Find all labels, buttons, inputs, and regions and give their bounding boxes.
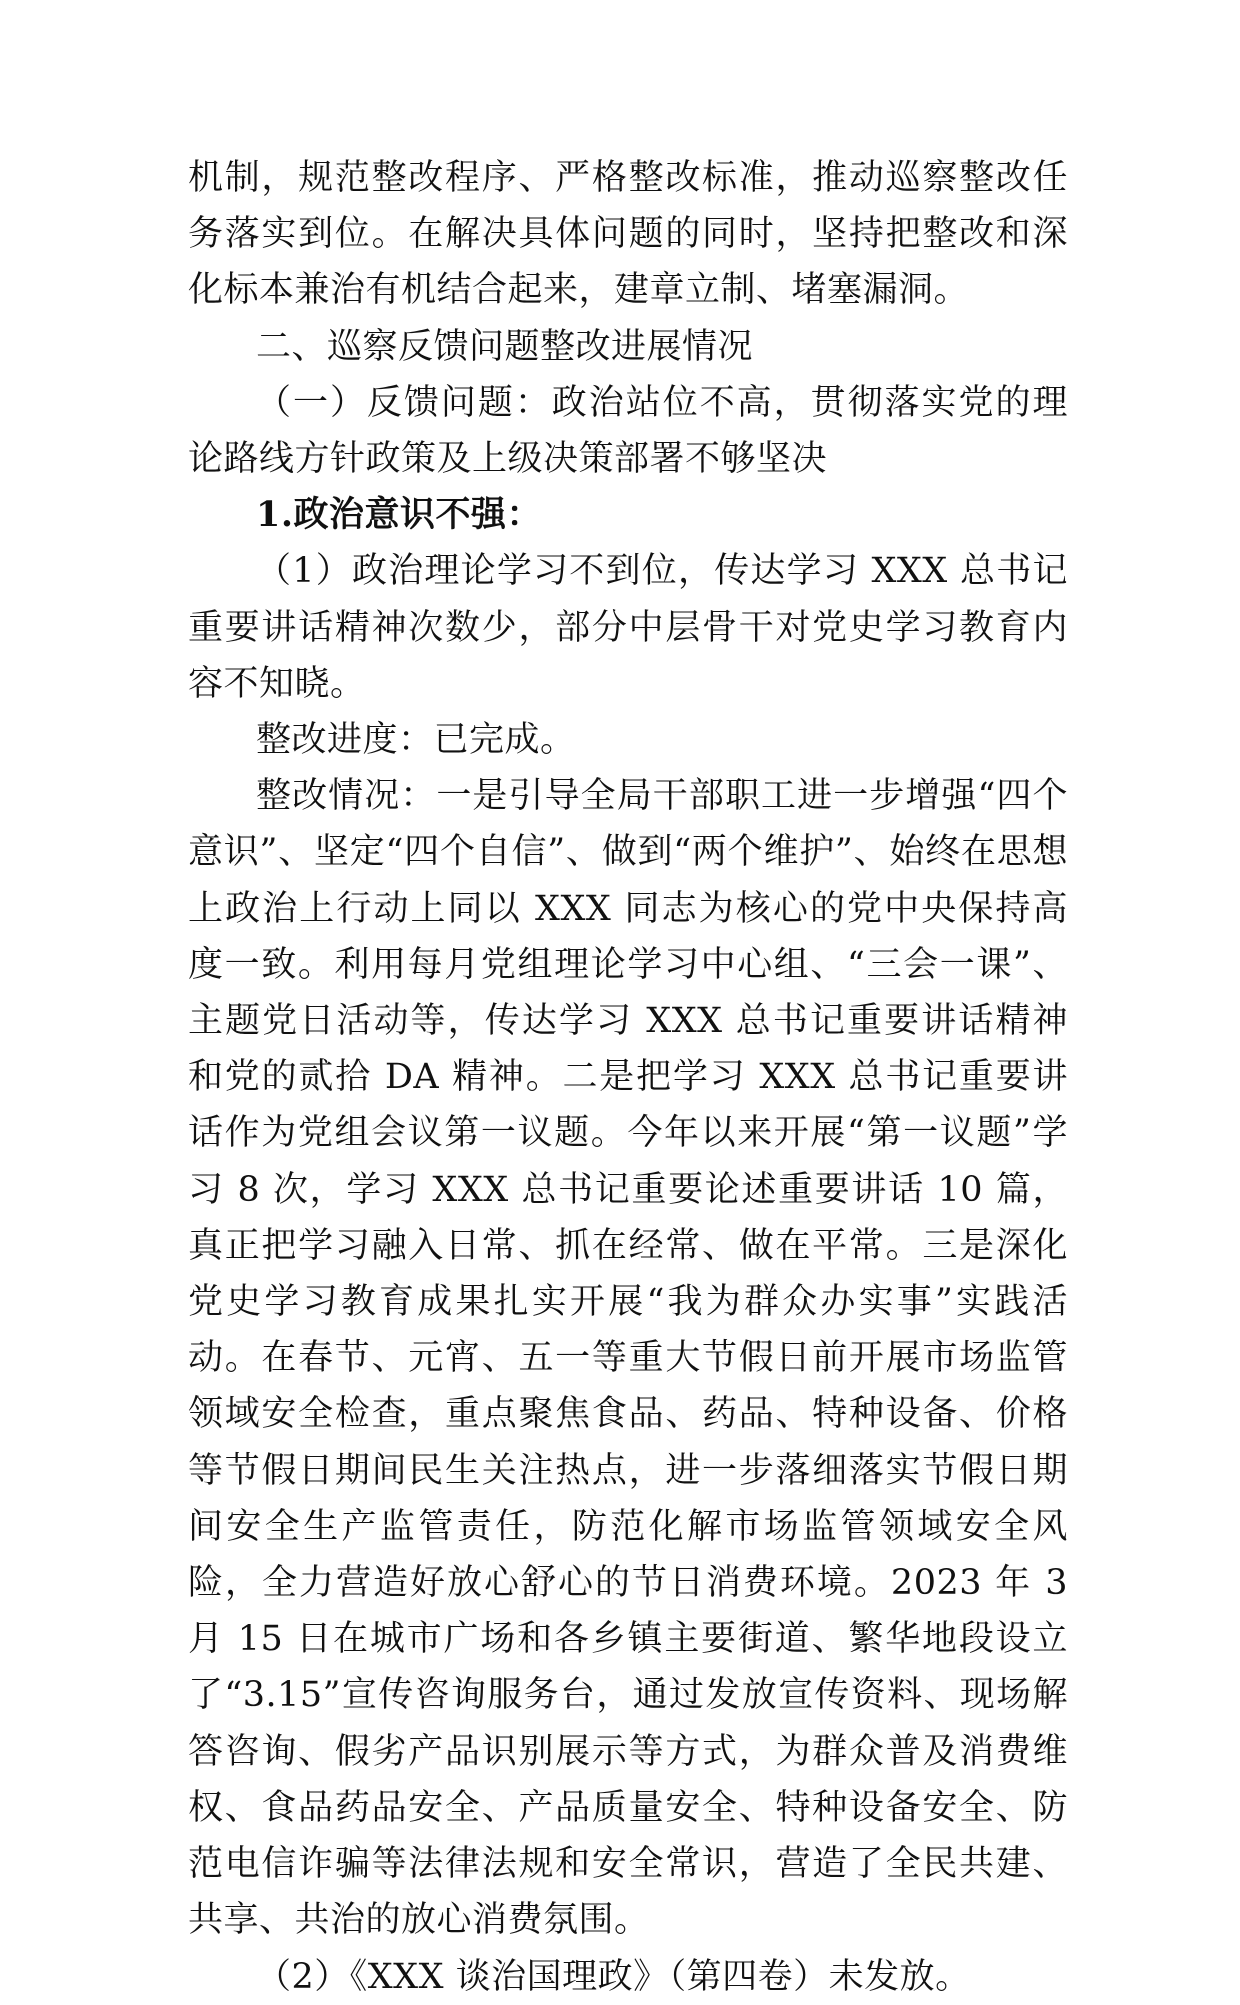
rectification-progress: 整改进度：已完成。 xyxy=(256,720,576,761)
body-paragraph-continued: 机制，规范整改程序、严格整改标准，推动巡察整改任务落实到位。在解决具体问题的同时，坚持把整改和深化标本兼治有机结合起来，建章立制、堵塞漏洞。 xyxy=(188,158,1068,311)
problem-description: （1）政治理论学习不到位，传达学习 XXX 总书记重要讲话精神次数少，部分中层骨干对党史学习教育内容不知晓。 xyxy=(188,551,1068,704)
problem-description-2: （2）《XXX 谈治国理政》（第四卷）未发放。 xyxy=(256,1956,971,1997)
rectification-details: 整改情况：一是引导全局干部职工进一步增强“四个意识”、坚定“四个自信”、做到“两个维护”、始终在思想上政治上行动上同以 XXX 同志为核心的党中央保持高度一致。利用每月党组理论学习中心组、“三会一课”、主题党日活动等，传达学习 XXX 总书记重要讲话精神和党的贰拾 DA 精神。二是把学习 XXX 总书记重要讲话作为党组会议第一议题。今年以来开展“第一议题”学习 8 次，学习 XXX 总书记重要论述重要讲话 10 篇，真正把学习融入日常、抓在经常、做在平常。三是深化党史学习教育成果扎实开展“我为群众办实事”实践活动。在春节、元宵、五一等重大节假日前开展市场监管领域安全检查，重点聚焦食品、药品、特种设备、价格等节假日期间民生关注热点，进一步落细落实节假日期间安全生产监管责任，防范化解市场监管领域安全风险，全力营造好放心舒心的节日消费环境。2023 年 3 月 15 日在城市广场和各乡镇主要街道、繁华地段设立了“3.15”宣传咨询服务台，通过发放宣传资料、现场解答咨询、假劣产品识别展示等方式，为群众普及消费维权、食品药品安全、产品质量安全、特种设备安全、防范电信诈骗等法律法规和安全常识，营造了全民共建、共享、共治的放心消费氛围。 xyxy=(188,776,1068,1941)
subsection-heading: （一）反馈问题：政治站位不高，贯彻落实党的理论路线方针政策及上级决策部署不够坚决 xyxy=(188,382,1068,480)
section-heading: 二、巡察反馈问题整改进展情况 xyxy=(256,326,754,367)
document-body xyxy=(188,150,1068,2005)
item-heading: 1.政治意识不强： xyxy=(256,494,543,536)
